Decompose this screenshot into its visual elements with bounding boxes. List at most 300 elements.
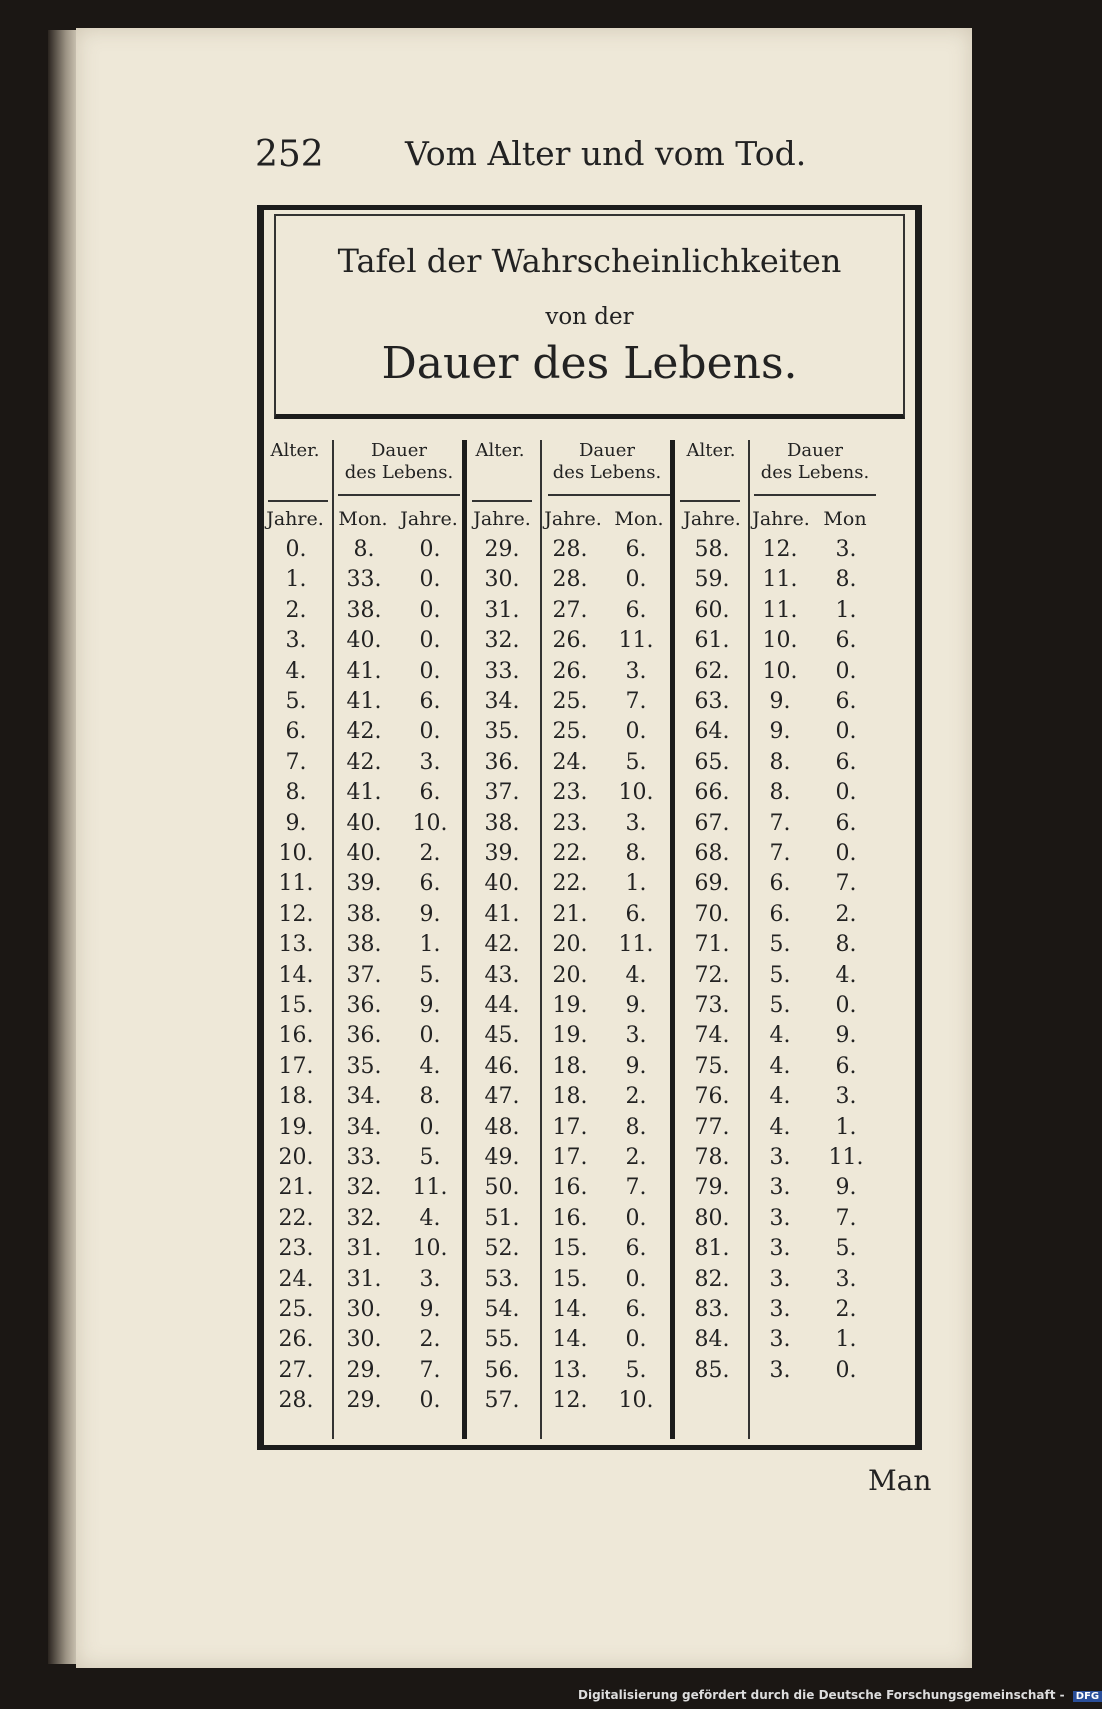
age-cell: 53. (484, 1266, 520, 1292)
duration-cell-second: 0. (419, 597, 441, 623)
duration-cell-first: 41. (346, 658, 382, 684)
age-cell: 78. (694, 1145, 730, 1170)
age-cell: 12. (278, 901, 314, 927)
duration-cell-second: 11. (618, 628, 654, 654)
header-rule (338, 494, 460, 496)
table-row (264, 1267, 915, 1297)
duration-cell-first: 9. (769, 719, 791, 745)
table-title-box (274, 214, 905, 419)
duration-header-3-line-1: Dauer (786, 440, 843, 461)
table-row (264, 963, 915, 993)
duration-cell-first: 3. (769, 1297, 791, 1322)
table-row (264, 1084, 915, 1114)
age-cell: 34. (484, 689, 520, 714)
duration-cell-second: 0. (835, 841, 857, 866)
age-cell: 51. (484, 1205, 520, 1231)
duration-cell-second: 10. (412, 1236, 448, 1262)
duration-cell-first: 42. (346, 719, 382, 745)
duration-cell-second: 3. (835, 1084, 857, 1110)
duration-cell-first: 25. (552, 719, 588, 745)
age-cell: 67. (694, 810, 730, 836)
duration-cell-second: 8. (625, 841, 647, 866)
duration-cell-second: 9. (419, 901, 441, 927)
duration-cell-first: 4. (769, 1084, 791, 1110)
table-row (264, 1145, 915, 1175)
duration-cell-second: 9. (419, 993, 441, 1018)
running-title: Vom Alter und vom Tod. (405, 134, 807, 173)
duration-cell-first: 9. (769, 689, 791, 714)
age-cell: 37. (484, 780, 520, 806)
duration-cell-first: 40. (346, 628, 382, 654)
duration-cell-second: 0. (419, 719, 441, 745)
duration-cell-second: 7. (625, 1175, 647, 1201)
duration-cell-second: 8. (625, 1114, 647, 1140)
duration-cell-second: 5. (625, 1357, 647, 1383)
table-row (264, 598, 915, 628)
duration-cell-second: 0. (625, 1327, 647, 1353)
duration-cell-first: 15. (552, 1266, 588, 1292)
duration-cell-first: 12. (762, 537, 798, 562)
duration-cell-second: 6. (625, 1236, 647, 1262)
duration-cell-second: 11. (412, 1175, 448, 1201)
duration-cell-first: 40. (346, 810, 382, 836)
table-row (264, 659, 915, 689)
duration-cell-second: 0. (625, 1266, 647, 1292)
duration-cell-first: 31. (346, 1266, 382, 1292)
duration-cell-first: 32. (346, 1205, 382, 1231)
table-row (264, 1054, 915, 1084)
age-cell: 57. (484, 1388, 520, 1414)
duration-cell-first: 26. (552, 628, 588, 654)
duration-cell-first: 29. (346, 1388, 382, 1414)
age-cell: 28. (278, 1388, 314, 1414)
duration-cell-second: 6. (625, 1297, 647, 1322)
duration-cell-second: 8. (835, 567, 857, 593)
table-row (264, 993, 915, 1023)
duration-cell-first: 38. (346, 597, 382, 623)
age-cell: 45. (484, 1023, 520, 1049)
duration-cell-first: 14. (552, 1327, 588, 1353)
duration-cell-second: 0. (625, 567, 647, 593)
age-cell: 36. (484, 749, 520, 775)
duration-cell-second: 7. (625, 689, 647, 714)
duration-cell-second: 6. (419, 689, 441, 714)
age-cell: 60. (694, 597, 730, 623)
age-cell: 2. (285, 597, 307, 623)
age-cell: 6. (285, 719, 307, 745)
duration-cell-second: 6. (625, 901, 647, 927)
duration-cell-second: 9. (835, 1023, 857, 1049)
duration-cell-first: 30. (346, 1327, 382, 1353)
duration-cell-second: 0. (625, 1205, 647, 1231)
duration-cell-second: 3. (835, 1266, 857, 1292)
age-cell: 1. (285, 567, 307, 593)
age-cell: 38. (484, 810, 520, 836)
duration-cell-first: 7. (769, 810, 791, 836)
page-number: 252 (255, 134, 324, 175)
table-row (264, 1388, 915, 1418)
age-cell: 42. (484, 932, 520, 958)
duration-cell-second: 0. (419, 628, 441, 654)
duration-cell-second: 0. (835, 993, 857, 1018)
age-cell: 74. (694, 1023, 730, 1049)
duration-cell-first: 20. (552, 962, 588, 988)
duration-cell-first: 8. (769, 749, 791, 775)
duration-cell-first: 22. (552, 841, 588, 866)
duration-cell-second: 6. (835, 749, 857, 775)
duration-cell-second: 4. (419, 1205, 441, 1231)
duration-cell-first: 4. (769, 1023, 791, 1049)
age-cell: 27. (278, 1357, 314, 1383)
duration-header-1 (334, 440, 464, 484)
duration-cell-first: 3. (769, 1327, 791, 1353)
table-row (264, 1327, 915, 1357)
age-cell: 43. (484, 962, 520, 988)
age-cell: 10. (278, 841, 314, 866)
age-cell: 39. (484, 841, 520, 866)
age-cell: 31. (484, 597, 520, 623)
age-cell: 16. (278, 1023, 314, 1049)
duration-cell-first: 22. (552, 871, 588, 897)
age-cell: 75. (694, 1053, 730, 1079)
age-cell: 3. (285, 628, 307, 654)
unit-label: Jahre. (683, 508, 741, 530)
table-row (264, 719, 915, 749)
duration-cell-first: 3. (769, 1266, 791, 1292)
duration-cell-second: 1. (835, 1327, 857, 1353)
duration-cell-second: 0. (835, 780, 857, 806)
duration-cell-second: 6. (419, 780, 441, 806)
duration-cell-first: 6. (769, 901, 791, 927)
table-row (264, 780, 915, 810)
duration-cell-second: 0. (835, 658, 857, 684)
header-rule (268, 500, 328, 502)
duration-cell-second: 5. (419, 1145, 441, 1170)
duration-cell-first: 17. (552, 1145, 588, 1170)
book-edge (48, 30, 78, 1664)
table-row (264, 1115, 915, 1145)
duration-cell-first: 10. (762, 628, 798, 654)
duration-cell-first: 15. (552, 1236, 588, 1262)
duration-cell-first: 37. (346, 962, 382, 988)
age-cell: 76. (694, 1084, 730, 1110)
duration-cell-first: 3. (769, 1205, 791, 1231)
age-cell: 40. (484, 871, 520, 897)
age-header-2: Alter. (475, 440, 525, 461)
duration-cell-second: 7. (419, 1357, 441, 1383)
age-cell: 68. (694, 841, 730, 866)
duration-header-1-line-1: Dauer (370, 440, 427, 461)
age-header-3: Alter. (686, 440, 736, 461)
age-cell: 70. (694, 901, 730, 927)
duration-cell-second: 3. (419, 1266, 441, 1292)
age-cell: 80. (694, 1205, 730, 1231)
duration-cell-second: 0. (419, 1388, 441, 1414)
duration-header-3 (750, 440, 880, 484)
duration-cell-second: 3. (625, 658, 647, 684)
duration-cell-first: 19. (552, 1023, 588, 1049)
duration-cell-second: 9. (835, 1175, 857, 1201)
duration-cell-second: 0. (419, 567, 441, 593)
duration-cell-first: 7. (769, 841, 791, 866)
age-cell: 55. (484, 1327, 520, 1353)
duration-cell-first: 18. (552, 1084, 588, 1110)
age-cell: 52. (484, 1236, 520, 1262)
duration-cell-second: 9. (625, 993, 647, 1018)
duration-cell-first: 28. (552, 537, 588, 562)
duration-cell-second: 10. (618, 1388, 654, 1414)
duration-cell-first: 18. (552, 1053, 588, 1079)
age-cell: 32. (484, 628, 520, 654)
duration-cell-second: 0. (419, 1023, 441, 1049)
duration-cell-first: 41. (346, 780, 382, 806)
duration-cell-second: 2. (835, 1297, 857, 1322)
age-cell: 41. (484, 901, 520, 927)
duration-cell-first: 33. (346, 567, 382, 593)
duration-header-1-line-2: des Lebens. (344, 462, 454, 483)
duration-cell-first: 8. (769, 780, 791, 806)
duration-cell-second: 6. (419, 871, 441, 897)
header-rule (472, 500, 532, 502)
age-cell: 48. (484, 1114, 520, 1140)
duration-cell-second: 6. (625, 597, 647, 623)
unit-label: Jahre. (752, 508, 810, 530)
duration-cell-second: 1. (835, 1114, 857, 1140)
age-cell: 30. (484, 567, 520, 593)
age-cell: 82. (694, 1266, 730, 1292)
duration-cell-first: 8. (353, 537, 375, 562)
table-row (264, 841, 915, 871)
age-cell: 77. (694, 1114, 730, 1140)
duration-cell-second: 6. (625, 537, 647, 562)
age-cell: 63. (694, 689, 730, 714)
duration-cell-first: 12. (552, 1388, 588, 1414)
age-cell: 5. (285, 689, 307, 714)
duration-cell-first: 23. (552, 810, 588, 836)
age-cell: 72. (694, 962, 730, 988)
unit-label: Jahre. (266, 508, 324, 530)
age-cell: 54. (484, 1297, 520, 1322)
unit-label: Mon (823, 508, 867, 530)
duration-cell-second: 6. (835, 810, 857, 836)
age-cell: 35. (484, 719, 520, 745)
life-table (257, 205, 922, 1450)
duration-cell-second: 1. (835, 597, 857, 623)
duration-cell-first: 3. (769, 1357, 791, 1383)
dfg-logo: DFG (1073, 1691, 1102, 1702)
duration-cell-first: 5. (769, 962, 791, 988)
duration-cell-first: 25. (552, 689, 588, 714)
table-row (264, 1023, 915, 1053)
duration-cell-first: 38. (346, 932, 382, 958)
age-cell: 65. (694, 749, 730, 775)
unit-label: Mon. (614, 508, 664, 530)
duration-cell-second: 11. (828, 1145, 864, 1170)
age-cell: 22. (278, 1205, 314, 1231)
duration-cell-second: 1. (625, 871, 647, 897)
age-cell: 24. (278, 1266, 314, 1292)
duration-cell-first: 34. (346, 1114, 382, 1140)
duration-header-2-line-2: des Lebens. (552, 462, 662, 483)
duration-cell-first: 3. (769, 1175, 791, 1201)
age-cell: 58. (694, 537, 730, 562)
duration-cell-second: 3. (419, 749, 441, 775)
header-rule (548, 494, 670, 496)
duration-cell-first: 6. (769, 871, 791, 897)
table-row (264, 1236, 915, 1266)
age-cell: 81. (694, 1236, 730, 1262)
duration-cell-second: 6. (835, 689, 857, 714)
age-cell: 50. (484, 1175, 520, 1201)
table-row (264, 537, 915, 567)
table-row (264, 1206, 915, 1236)
duration-cell-second: 2. (419, 841, 441, 866)
duration-cell-second: 2. (419, 1327, 441, 1353)
duration-cell-second: 11. (618, 932, 654, 958)
duration-cell-first: 39. (346, 871, 382, 897)
duration-cell-first: 36. (346, 1023, 382, 1049)
duration-cell-second: 2. (835, 901, 857, 927)
duration-cell-first: 31. (346, 1236, 382, 1262)
table-row (264, 871, 915, 901)
header-rule (754, 494, 876, 496)
duration-cell-second: 4. (625, 962, 647, 988)
table-title-line-3: Dauer des Lebens. (381, 338, 798, 389)
duration-cell-first: 3. (769, 1236, 791, 1262)
page-header (255, 134, 807, 184)
duration-cell-second: 5. (419, 962, 441, 988)
duration-cell-second: 0. (419, 1114, 441, 1140)
age-cell: 17. (278, 1053, 314, 1079)
table-row (264, 1175, 915, 1205)
unit-label: Mon. (338, 508, 388, 530)
duration-cell-first: 29. (346, 1357, 382, 1383)
duration-cell-first: 10. (762, 658, 798, 684)
duration-cell-second: 2. (625, 1084, 647, 1110)
duration-cell-first: 14. (552, 1297, 588, 1322)
age-cell: 62. (694, 658, 730, 684)
duration-cell-first: 36. (346, 993, 382, 1018)
age-cell: 23. (278, 1236, 314, 1262)
table-row (264, 750, 915, 780)
table-row (264, 902, 915, 932)
age-cell: 33. (484, 658, 520, 684)
duration-cell-first: 4. (769, 1114, 791, 1140)
age-cell: 15. (278, 993, 314, 1018)
duration-cell-second: 6. (835, 1053, 857, 1079)
header-rule (680, 500, 740, 502)
duration-cell-second: 7. (835, 1205, 857, 1231)
duration-cell-first: 24. (552, 749, 588, 775)
table-row (264, 811, 915, 841)
table-title-line-1: Tafel der Wahrscheinlichkeiten (337, 242, 842, 280)
age-cell: 13. (278, 932, 314, 958)
age-cell: 66. (694, 780, 730, 806)
table-row (264, 567, 915, 597)
duration-header-3-line-2: des Lebens. (760, 462, 870, 483)
duration-cell-first: 20. (552, 932, 588, 958)
table-row (264, 932, 915, 962)
age-cell: 25. (278, 1297, 314, 1322)
age-cell: 18. (278, 1084, 314, 1110)
duration-cell-second: 4. (419, 1053, 441, 1079)
duration-header-2 (542, 440, 672, 484)
table-row (264, 689, 915, 719)
duration-cell-first: 32. (346, 1175, 382, 1201)
duration-cell-first: 34. (346, 1084, 382, 1110)
duration-cell-first: 42. (346, 749, 382, 775)
duration-cell-first: 21. (552, 901, 588, 927)
duration-cell-second: 6. (835, 628, 857, 654)
duration-cell-first: 41. (346, 689, 382, 714)
age-cell: 79. (694, 1175, 730, 1201)
age-cell: 59. (694, 567, 730, 593)
unit-label: Jahre. (544, 508, 602, 530)
duration-cell-first: 38. (346, 901, 382, 927)
age-cell: 29. (484, 537, 520, 562)
duration-cell-second: 1. (419, 932, 441, 958)
age-cell: 9. (285, 810, 307, 836)
duration-cell-first: 3. (769, 1145, 791, 1170)
age-header-1: Alter. (270, 440, 320, 461)
duration-cell-second: 8. (835, 932, 857, 958)
duration-cell-second: 10. (618, 780, 654, 806)
unit-label: Jahre. (400, 508, 458, 530)
age-cell: 11. (278, 871, 314, 897)
age-cell: 0. (285, 537, 307, 562)
age-cell: 46. (484, 1053, 520, 1079)
duration-cell-first: 5. (769, 993, 791, 1018)
table-row (264, 628, 915, 658)
duration-cell-second: 0. (835, 1357, 857, 1383)
duration-cell-first: 35. (346, 1053, 382, 1079)
duration-cell-second: 7. (835, 871, 857, 897)
age-cell: 56. (484, 1357, 520, 1383)
duration-cell-second: 5. (625, 749, 647, 775)
duration-cell-second: 9. (419, 1297, 441, 1322)
duration-cell-first: 5. (769, 932, 791, 958)
age-cell: 83. (694, 1297, 730, 1322)
duration-cell-first: 23. (552, 780, 588, 806)
age-cell: 84. (694, 1327, 730, 1353)
table-row (264, 1358, 915, 1388)
duration-cell-first: 28. (552, 567, 588, 593)
duration-cell-second: 5. (835, 1236, 857, 1262)
age-cell: 47. (484, 1084, 520, 1110)
footer-text: Digitalisierung gefördert durch die Deutsche Forschungsgemeinschaft - (578, 1688, 1065, 1702)
duration-cell-second: 0. (625, 719, 647, 745)
duration-cell-first: 11. (762, 597, 798, 623)
duration-cell-first: 27. (552, 597, 588, 623)
duration-cell-second: 8. (419, 1084, 441, 1110)
duration-cell-second: 9. (625, 1053, 647, 1079)
age-cell: 44. (484, 993, 520, 1018)
duration-cell-second: 4. (835, 962, 857, 988)
duration-cell-second: 0. (419, 537, 441, 562)
duration-cell-second: 3. (625, 1023, 647, 1049)
age-cell: 8. (285, 780, 307, 806)
age-cell: 20. (278, 1145, 314, 1170)
duration-cell-first: 16. (552, 1205, 588, 1231)
age-cell: 14. (278, 962, 314, 988)
duration-cell-first: 17. (552, 1114, 588, 1140)
duration-cell-first: 30. (346, 1297, 382, 1322)
duration-cell-second: 10. (412, 810, 448, 836)
duration-cell-second: 2. (625, 1145, 647, 1170)
age-cell: 7. (285, 749, 307, 775)
age-cell: 4. (285, 658, 307, 684)
age-cell: 19. (278, 1114, 314, 1140)
